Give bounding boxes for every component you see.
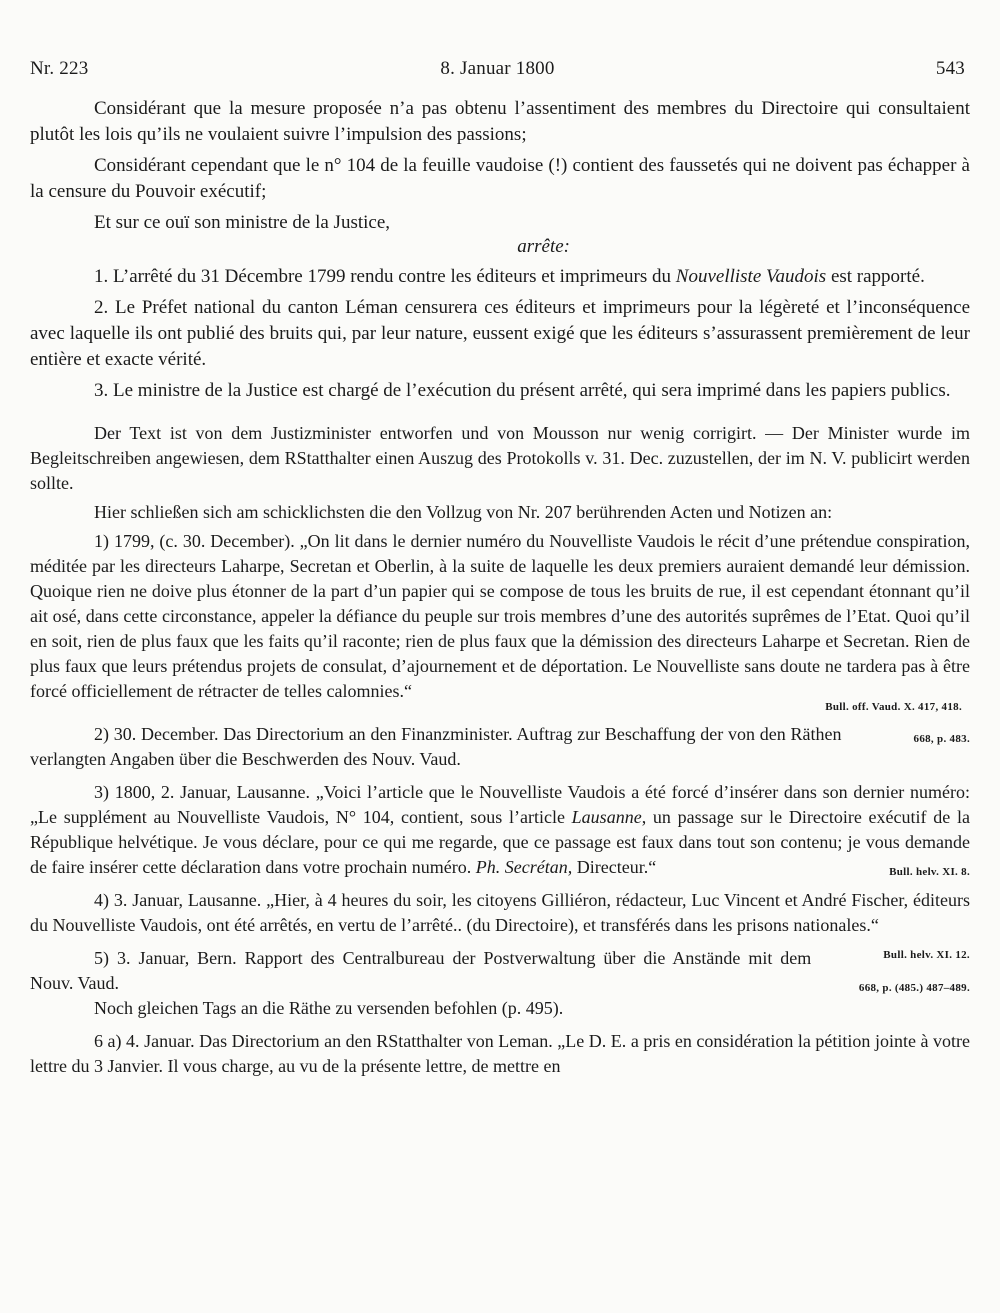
- note-item-2-text: 2) 30. December. Das Directorium an den Finanzminister. Auftrag zur Beschaffung der von den Räthen verlangten Angaben über die Beschwerden des Nouv. Vaud.: [30, 724, 842, 769]
- note-item-3-text-b: , un passage sur le Directoire exécutif de la République helvétique. Je vous déclare, pour ce qui me regarde, que ce passage est faux dans tout son contenu; je vous demande de faire insérer cette déclaration dans votre prochain numéro.: [30, 807, 970, 877]
- note-item-5-source: 668, p. (485.) 487–489.: [858, 982, 970, 994]
- note-item-5-text: 5) 3. Januar, Bern. Rapport des Centralbureau der Postverwaltung über die Anstände mit dem Nouv. Vaud.: [30, 948, 812, 993]
- note-item-3: [30, 780, 970, 880]
- note-item-3-place: Lausanne: [571, 807, 642, 827]
- note-item-2-source: 668, p. 483.: [913, 733, 970, 745]
- note-item-6a: 6 a) 4. Januar. Das Directorium an den RStatthalter von Leman. „Le D. E. a pris en considération la pétition jointe à votre lettre du 3 Janvier. Il vous charge, au vu de la présente lettre, de mettre en: [30, 1031, 970, 1076]
- article-3: 3. Le ministre de la Justice est chargé de l’exécution du présent arrêté, qui sera imprimé dans les papiers publics.: [94, 380, 951, 401]
- note-text-origin: Der Text ist von dem Justizminister entworfen und von Mousson nur wenig corrigirt. — Der Minister wurde im Begleitschreiben angewiesen, dem RStatthalter einen Auszug des Protokolls v. 31. Dec. zuzustellen, der im N. V. publicirt werden sollte.: [30, 423, 970, 493]
- note-item-1: 1) 1799, (c. 30. December). „On lit dans le dernier numéro du Nouvelliste Vaudois le récit d’une prétendue conspiration, méditée par les directeurs Laharpe, Secretan et Oberlin, à la suite de laquelle les deux premiers auraient demandé leur démission. Quoique rien ne doive plus étonner de la part d’un papier qui se compose de tous les bruits de rue, il est cependant étonnant qu’il ait osé, dans cette circonstance, appeler la défiance du peuple sur trois membres d’une des autorités suprêmes de l’Etat. Quoi qu’il en soit, rien de plus faux que les faits qu’il raconte; rien de plus faux que la démission des directeurs Laharpe et Secretan. Rien de plus faux que leurs prétendus projets de consulat, d’ajournement et de déportation. Le Nouvelliste sans doute ne tardera pas à être forcé officiellement de rétracter de telles calomnies.“: [30, 531, 970, 701]
- note-item-4-source: Bull. helv. XI. 12.: [883, 949, 970, 961]
- paragraph-oui-ministre: Et sur ce ouï son ministre de la Justice,: [94, 212, 391, 233]
- article-2: 2. Le Préfet national du canton Léman censurera ces éditeurs et imprimeurs pour la légèreté et l’inconséquence avec laquelle ils ont publié des bruits qui, par leur nature, eussent exigé que les éditeurs s’assurassent premièrement de leur entière et exacte vérité.: [30, 297, 970, 370]
- note-item-1-source: Bull. off. Vaud. X. 417, 418.: [825, 701, 962, 713]
- note-item-3-source: Bull. helv. XI. 8.: [889, 866, 970, 878]
- note-item-4: [30, 888, 970, 961]
- page-body: [30, 96, 970, 1083]
- note-item-3-text-c: Directeur.“: [572, 857, 657, 877]
- note-acten-intro: Hier schließen sich am schicklichsten die den Vollzug von Nr. 207 berührenden Acten und Notizen an:: [94, 502, 833, 522]
- paragraph-considerant-1: Considérant que la mesure proposée n’a pas obtenu l’assentiment des membres du Directoire qui consultaient plutôt les lois qu’ils ne voulaient suivre l’impulsion des passions;: [30, 98, 970, 145]
- note-item-3-text-a: 3) 1800, 2. Januar, Lausanne. „Voici l’article que le Nouvelliste Vaudois a été forcé d’insérer dans son dernier numéro: „Le supplément au Nouvelliste Vaudois, N° 104, contient, sous l’article: [30, 782, 970, 827]
- section-gap: [30, 409, 970, 421]
- paragraph-considerant-2: Considérant cependant que le n° 104 de la feuille vaudoise (!) contient des faussetés qui ne doivent pas échapper à la censure du Pouvoir exécutif;: [30, 155, 970, 202]
- document-number: Nr. 223: [30, 58, 89, 79]
- note-item-2: [30, 722, 970, 772]
- article-1-title: Nouvelliste Vaudois: [675, 266, 827, 287]
- arrete-heading: arrête:: [517, 236, 570, 257]
- document-date: 8. Januar 1800: [440, 58, 555, 79]
- page-number: 543: [935, 58, 965, 79]
- article-1: [30, 264, 970, 290]
- article-1-text-a: 1. L’arrêté du 31 Décembre 1799 rendu contre les éditeurs et imprimeurs du: [94, 266, 676, 287]
- note-item-3-signature: Ph. Secrétan,: [475, 857, 573, 877]
- note-item-4-text: 4) 3. Januar, Lausanne. „Hier, à 4 heures du soir, les citoyens Gilliéron, rédacteur, Luc Vincent et André Fischer, éditeurs du Nouvelliste Vaudois, ont été arrêtés, en vertu de l’arrêté.. (du Directoire), et transférés dans les prisons nationales.“: [30, 890, 970, 935]
- note-item-5-followup: Noch gleichen Tags an die Räthe zu versenden befohlen (p. 495).: [94, 998, 564, 1018]
- article-1-text-b: est rapporté.: [826, 266, 925, 287]
